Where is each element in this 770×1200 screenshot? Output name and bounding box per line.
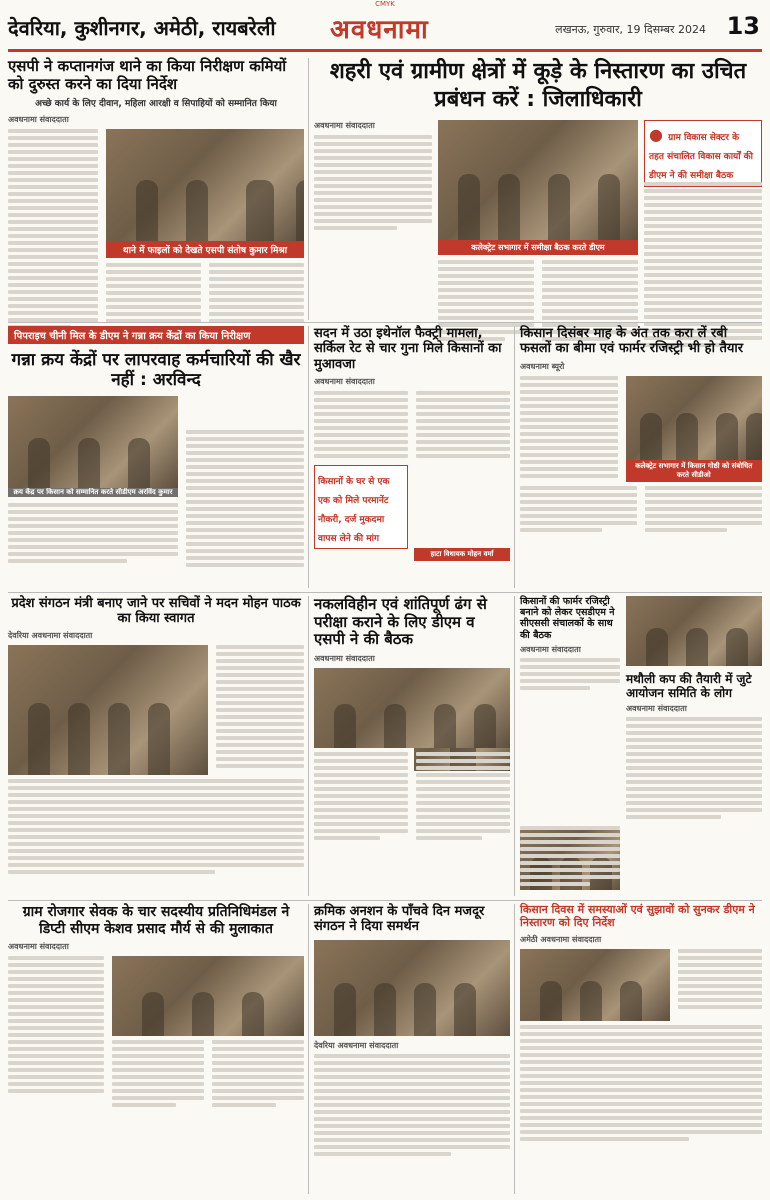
photo-caption: थाने में फाइलों को देखते एसपी संतोष कुमार मिश्रा: [106, 241, 304, 258]
article-photo: [314, 668, 510, 748]
print-registration-mark: CMYK: [375, 0, 395, 8]
byline: अवधनामा संवाददाता: [8, 942, 69, 952]
article-photo: [626, 596, 762, 666]
headline: किसान दिसंबर माह के अंत तक करा लें रबी फसलों का बीमा एवं फार्मर रजिस्ट्री भी हो तैयार: [520, 326, 744, 357]
photo-caption: कलेक्ट्रेट सभागार में किसान गोष्ठी को संबोधित करते सीडीओ: [626, 460, 763, 482]
photo-caption: क्रय केंद्र पर किसान को सम्मानित करते सीडीएम अरविंद कुमार: [8, 488, 178, 497]
article-farmer-registry: [520, 596, 620, 756]
article-photo: [314, 940, 510, 1036]
article-kramik-anshan: [314, 904, 510, 1194]
section-title: देवरिया, कुशीनगर, अमेठी, रायबरेली: [8, 16, 276, 40]
highlight-box: [644, 120, 762, 187]
headline: गन्ना क्रय केंद्रों पर लापरवाह कर्मचारियों की खैर नहीं : अरविन्द: [11, 350, 301, 391]
headline: शहरी एवं ग्रामीण क्षेत्रों में कूड़े के निस्तारण का उचित प्रबंधन करें : जिलाधिकारी: [329, 59, 747, 112]
article-rozgar-sevak: [8, 904, 304, 1194]
page-header: [8, 10, 762, 52]
article-photo: [8, 645, 208, 775]
byline: अवधनामा संवाददाता: [314, 376, 375, 386]
article-photo: [112, 956, 304, 1036]
page-number: 13: [726, 12, 760, 40]
kicker-bar: पिपराइच चीनी मिल के डीएम ने गन्ना क्रय केंद्रों का किया निरीक्षण: [8, 326, 304, 344]
article-exam-meeting: [314, 596, 510, 896]
article-sp-inspection: [8, 58, 304, 320]
photo-caption: कलेक्ट्रेट सभागार में समीक्षा बैठक करते डीएम: [438, 240, 638, 255]
byline: देवरिया अवधनामा संवाददाता: [314, 1040, 399, 1050]
article-photo: [626, 376, 763, 460]
byline: अवधनामा संवाददाता: [626, 704, 687, 714]
headline: एसपी ने कप्तानगंज थाने का किया निरीक्षण कमियों को दुरुस्त करने का दिया निर्देश: [8, 57, 287, 93]
byline: अवधनामा संवाददाता: [314, 121, 375, 130]
article-rabi-insurance: [520, 326, 762, 588]
article-ethanol-factory: [314, 326, 510, 588]
subheadline: अच्छे कार्य के लिए दीवान, महिला आरक्षी व सिपाहियों को सम्मानित किया: [35, 99, 277, 110]
byline: देवरिया अवधनामा संवाददाता: [8, 630, 93, 640]
headline: किसानों की फार्मर रजिस्ट्री बनाने को लेकर एसडीएम ने सीएससी संचालकों के साथ की बैठक: [520, 596, 615, 641]
byline: अवधनामा ब्यूरो: [520, 361, 565, 371]
headline: नकलविहीन एवं शांतिपूर्ण ढंग से परीक्षा कराने के लिए डीएम व एसपी ने की बैठक: [314, 595, 487, 649]
masthead-logo: अवधनामा: [330, 15, 429, 45]
photo-caption: हाटा विधायक मोहन वर्मा: [414, 548, 510, 561]
pull-quote: [314, 465, 408, 549]
text-column: [8, 129, 98, 333]
article-ganna-inspection: [8, 326, 304, 588]
byline: अवधनामा संवाददाता: [314, 654, 375, 664]
pull-quote-text: किसानों के घर से एक एक को मिले परमानेंट नौकरी, दर्ज मुकदमा वापस लेने की मांग: [318, 476, 390, 544]
article-pathak-welcome: [8, 596, 304, 896]
headline: प्रदेश संगठन मंत्री बनाए जाने पर सचिवों ने मदन मोहन पाठक का किया स्वागत: [11, 596, 301, 627]
article-mathauli-cup: [626, 672, 762, 896]
highlight-text: ग्राम विकास सेक्टर के तहत संचालित विकास कार्यों की डीएम ने की समीक्षा बैठक: [649, 133, 753, 181]
byline: अवधनामा संवाददाता: [520, 644, 581, 654]
article-photo: [438, 120, 638, 240]
article-photo: [520, 949, 670, 1021]
headline: मथौली कप की तैयारी में जुटे आयोजन समिति के लोग: [626, 672, 752, 701]
byline: अवधनामा संवाददाता: [8, 115, 69, 125]
bullet-icon: ●: [649, 125, 663, 144]
date-line: लखनऊ, गुरुवार, 19 दिसम्बर 2024: [555, 23, 706, 36]
headline: ग्राम रोजगार सेवक के चार सदस्यीय प्रतिनिधिमंडल ने डिप्टी सीएम केशव प्रसाद मौर्य से की मुलाकात: [22, 904, 290, 937]
article-photo: [106, 129, 304, 241]
headline: सदन में उठा इथेनॉल फैक्ट्री मामला, सर्किल रेट से चार गुना मिले किसानों का मुआवजा: [314, 326, 502, 372]
byline: अमेठी अवधनामा संवाददाता: [520, 934, 602, 944]
article-photo: [8, 396, 178, 488]
article-kisan-diwas: [520, 904, 762, 1194]
headline: क्रमिक अनशन के पाँचवे दिन मजदूर संगठन ने दिया समर्थन: [314, 904, 485, 935]
headline: किसान दिवस में समस्याओं एवं सुझावों को सुनकर डीएम ने निस्तारण को दिए निर्देश: [520, 903, 755, 929]
article-dm-waste: [314, 58, 762, 320]
